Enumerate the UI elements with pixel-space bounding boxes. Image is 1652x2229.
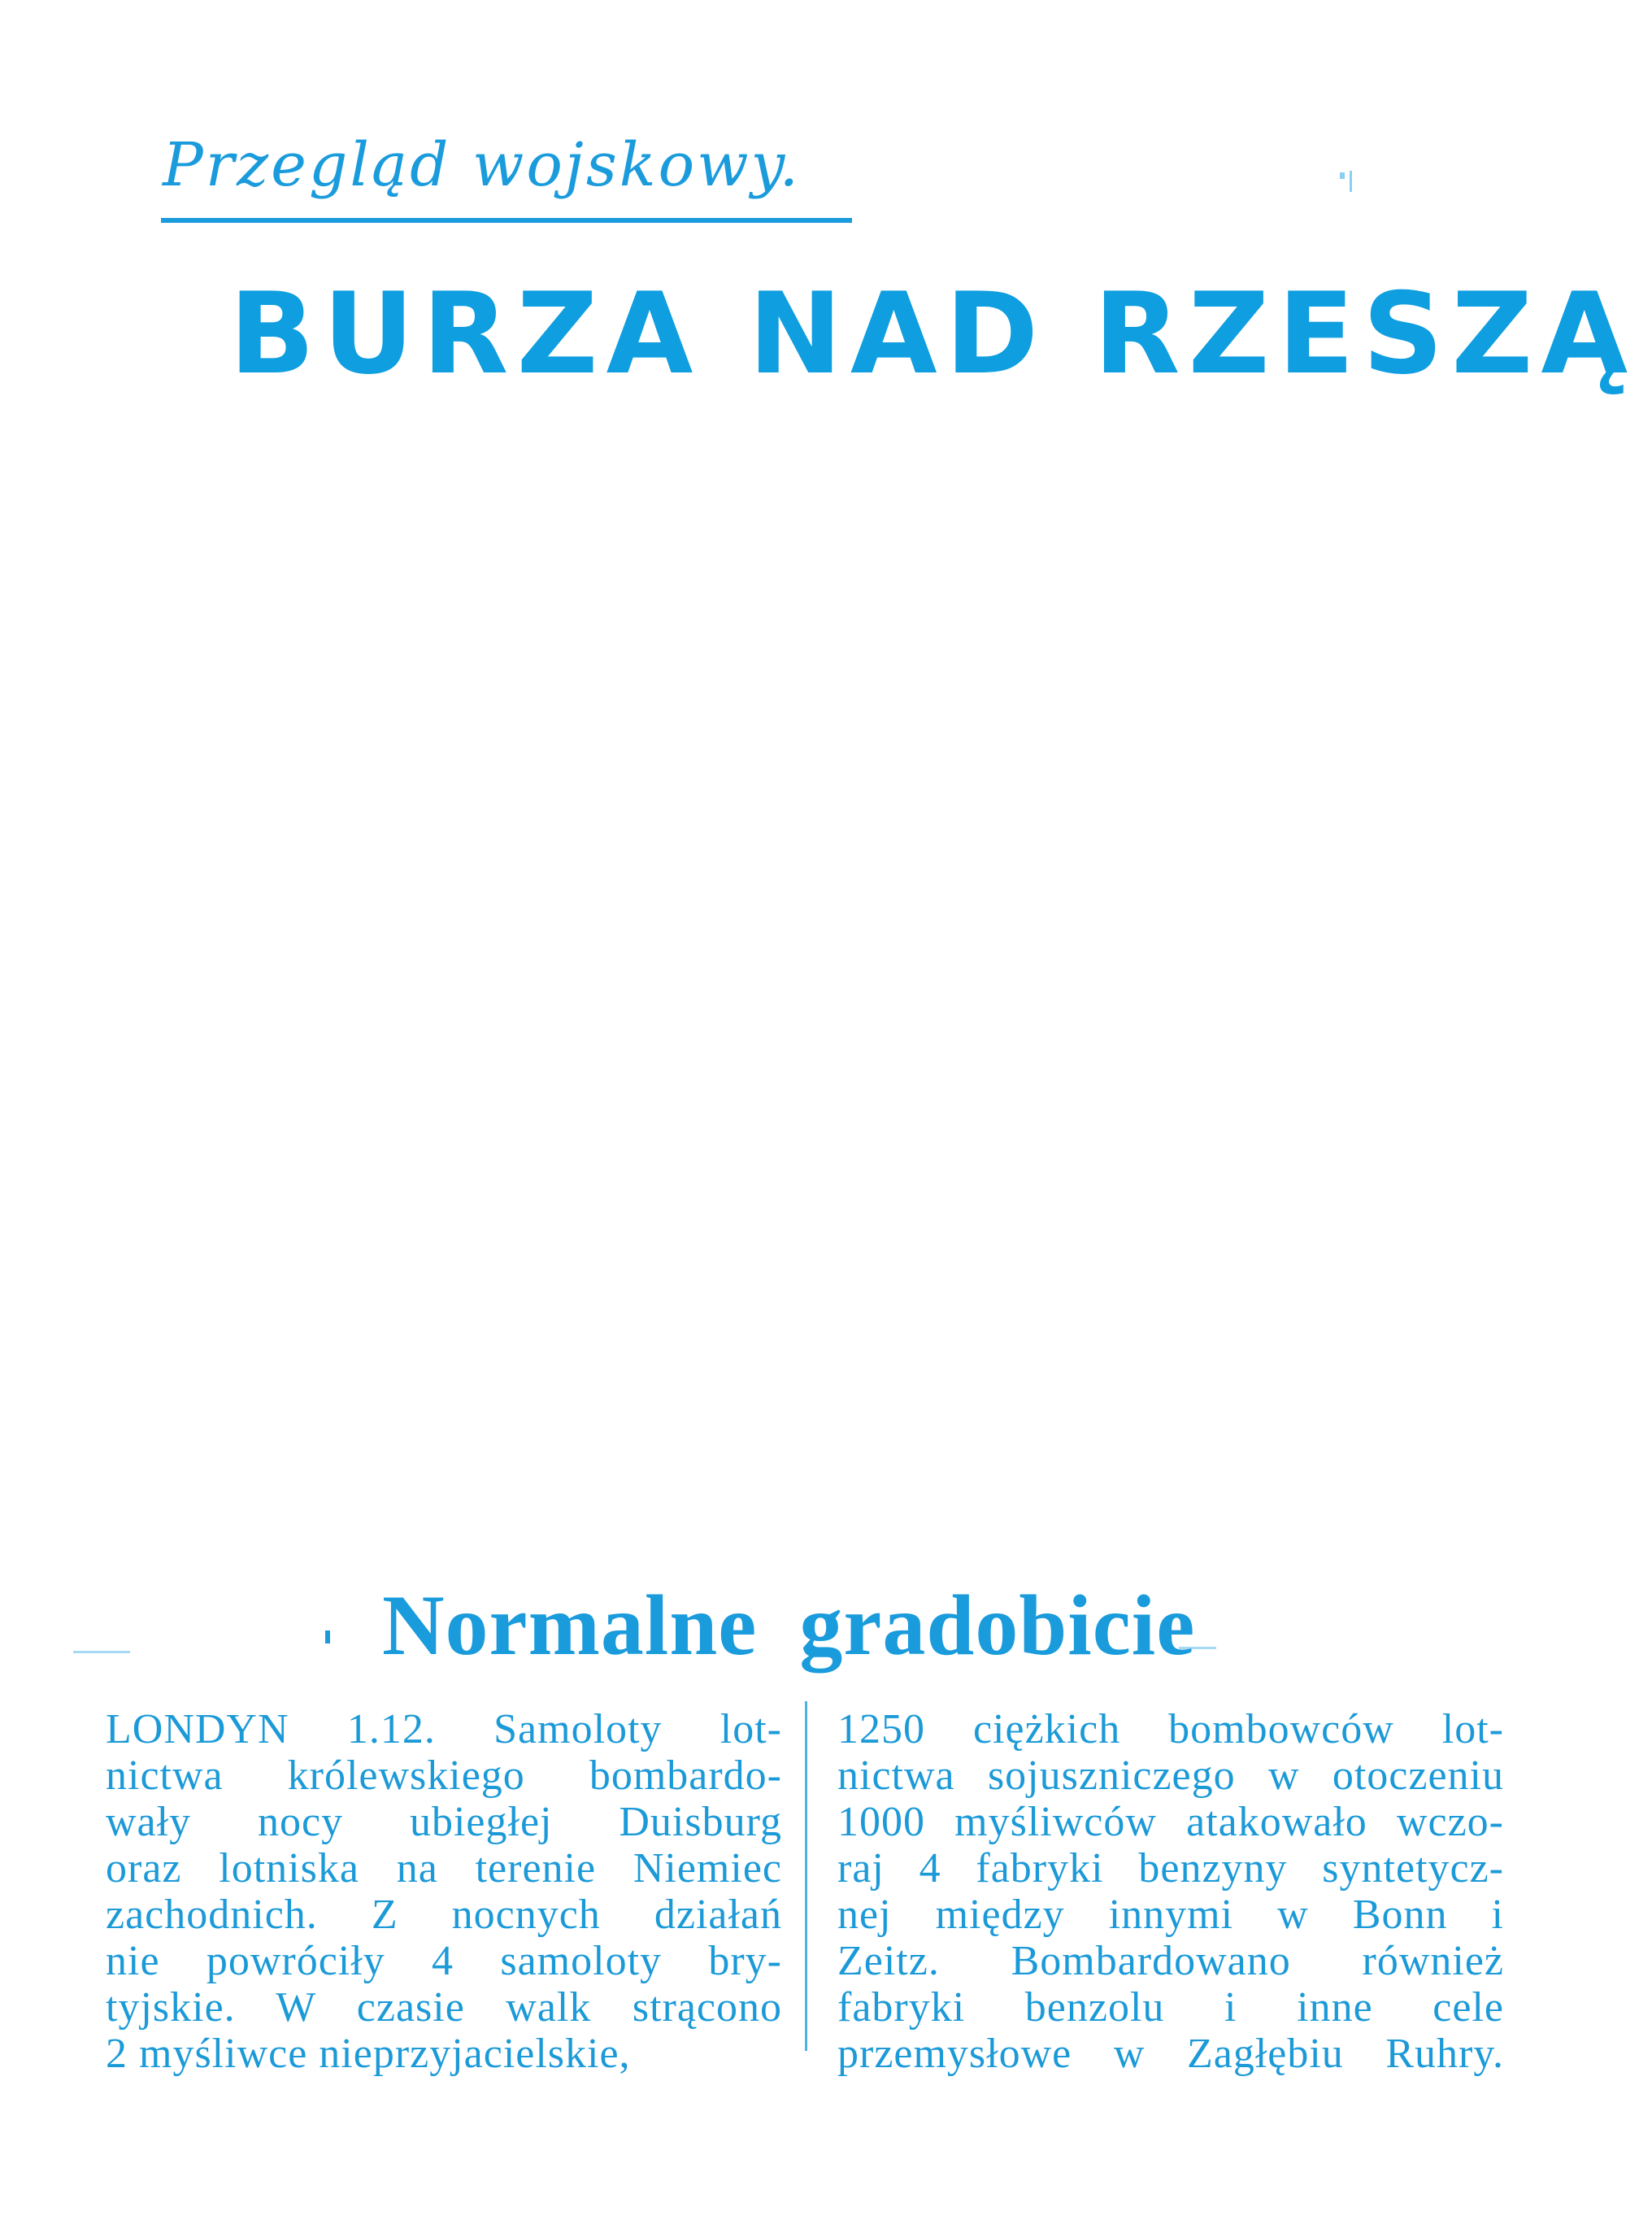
headline: BURZA NAD RZESZĄ: [229, 268, 1637, 399]
text-line: LONDYN 1.12. Samoloty lot-: [106, 1706, 782, 1752]
article-column-left: [106, 1706, 782, 2077]
text-line: nie powróciły 4 samoloty bry-: [106, 1938, 782, 1984]
text-line: zachodnich. Z nocnych działań: [106, 1892, 782, 1938]
section-underline: [161, 218, 852, 223]
text-line: 2 myśliwce nieprzyjacielskie,: [106, 2031, 631, 2077]
subhead-word-1: Normalne: [382, 1578, 758, 1673]
text-line: nictwa sojuszniczego w otoczeniu: [837, 1752, 1504, 1799]
ink-speck: [325, 1630, 330, 1643]
article-subhead: [382, 1576, 1358, 1675]
text-line: nictwa królewskiego bombardo-: [106, 1752, 782, 1799]
text-line: tyjskie. W czasie walk strącono: [106, 1984, 782, 2031]
text-line: oraz lotniska na terenie Niemiec: [106, 1845, 782, 1892]
text-line: przemysłowe w Zagłębiu Ruhry.: [837, 2031, 1504, 2077]
subhead-word-2: gradobicie: [799, 1578, 1196, 1673]
section-label: Przegląd wojskowy.: [163, 130, 802, 200]
column-divider: [805, 1701, 807, 2051]
ink-speck: [1350, 171, 1352, 192]
text-line: 1250 ciężkich bombowców lot-: [837, 1706, 1504, 1752]
text-line: fabryki benzolu i inne cele: [837, 1984, 1504, 2031]
text-line: 1000 myśliwców atakowało wczo-: [837, 1799, 1504, 1845]
article-column-right: [837, 1706, 1504, 2077]
text-line: nej między innymi w Bonn i: [837, 1892, 1504, 1938]
ink-speck: [73, 1651, 130, 1653]
text-line: Zeitz. Bombardowano również: [837, 1938, 1504, 1984]
ink-speck: [1340, 172, 1345, 179]
text-line: wały nocy ubiegłej Duisburg: [106, 1799, 782, 1845]
text-line: raj 4 fabryki benzyny syntetycz-: [837, 1845, 1504, 1892]
